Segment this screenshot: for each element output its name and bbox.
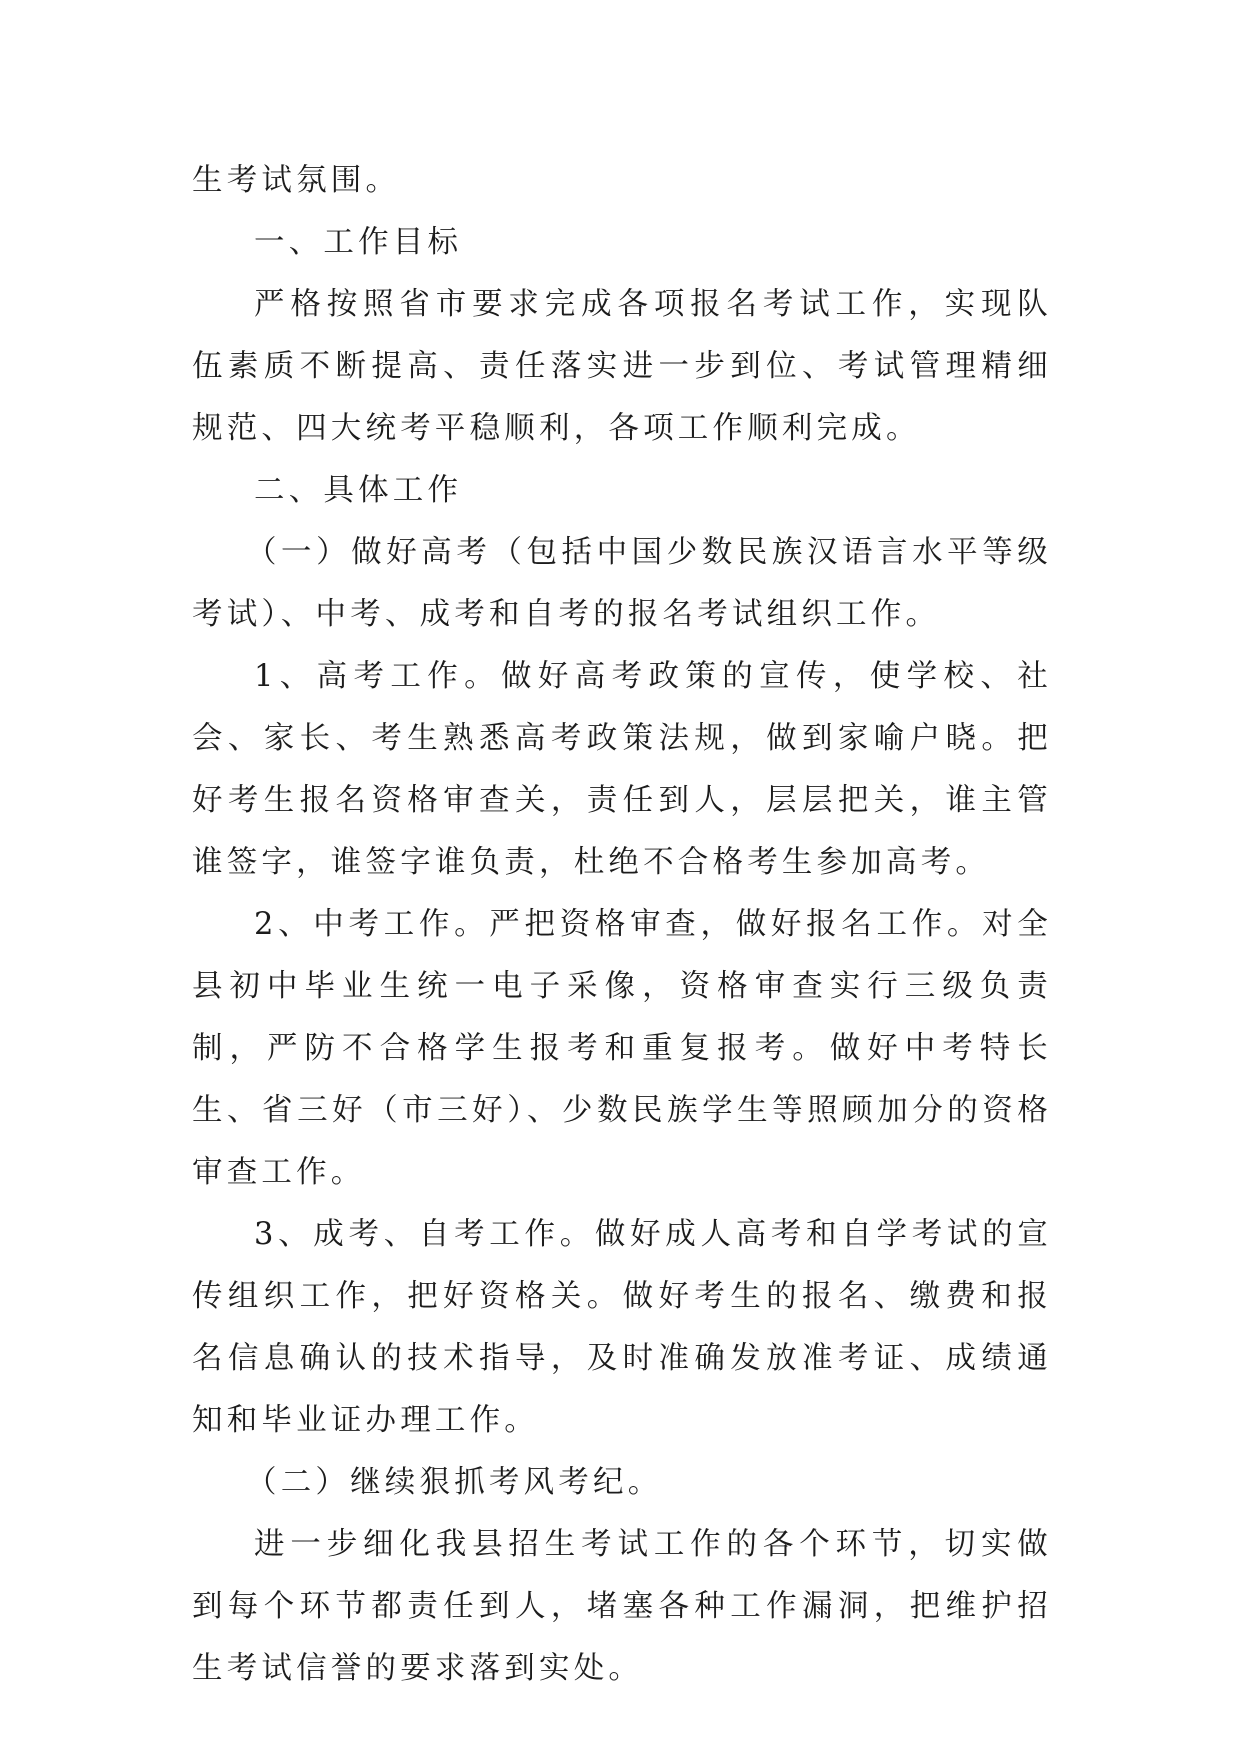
document-body: [192, 150, 1052, 1700]
paragraph-exam-discipline: 进一步细化我县招生考试工作的各个环节，切实做到每个环节都责任到人，堵塞各种工作漏洞，把维护招生考试信誉的要求落到实处。: [192, 1527, 1052, 1686]
section-heading-specific-work: 二、具体工作: [254, 473, 463, 508]
section-heading-goals: 一、工作目标: [254, 225, 463, 260]
paragraph-goals: 严格按照省市要求完成各项报名考试工作，实现队伍素质不断提高、责任落实进一步到位、考试管理精细规范、四大统考平稳顺利，各项工作顺利完成。: [192, 287, 1052, 446]
subheading-exam-organization: （一）做好高考（包括中国少数民族汉语言水平等级考试）、中考、成考和自考的报名考试组织工作。: [192, 535, 1052, 632]
subheading-exam-discipline: （二）继续狠抓考风考纪。: [246, 1465, 663, 1500]
paragraph-adult-self-study-exams: 3、成考、自考工作。做好成人高考和自学考试的宣传组织工作，把好资格关。做好考生的报名、缴费和报名信息确认的技术指导，及时准确发放准考证、成绩通知和毕业证办理工作。: [192, 1217, 1052, 1438]
paragraph-zhongkao: 2、中考工作。严把资格审查，做好报名工作。对全县初中毕业生统一电子采像，资格审查实行三级负责制，严防不合格学生报考和重复报考。做好中考特长生、省三好（市三好）、少数民族学生等照顾加分的资格审查工作。: [192, 907, 1052, 1190]
paragraph-gaokao: 1、高考工作。做好高考政策的宣传，使学校、社会、家长、考生熟悉高考政策法规，做到家喻户晓。把好考生报名资格审查关，责任到人，层层把关，谁主管谁签字，谁签字谁负责，杜绝不合格考生参加高考。: [192, 659, 1052, 880]
paragraph-continuation: 生考试氛围。: [192, 163, 401, 198]
